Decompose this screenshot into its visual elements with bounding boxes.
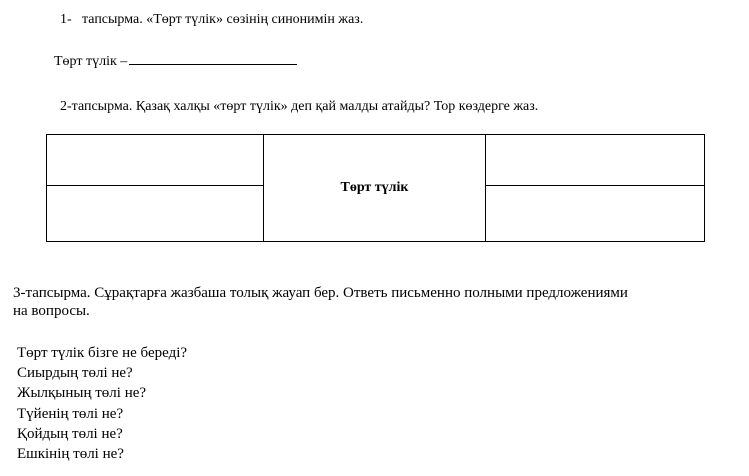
grid-cell-bottom-left[interactable] (47, 186, 264, 242)
task1-number: 1- (60, 12, 72, 27)
grid-cell-top-right[interactable] (486, 135, 705, 186)
task2-heading: 2-тапсырма. Қазақ халқы «төрт түлік» деп қай малды атайды? Тор көздерге жаз. (60, 99, 539, 114)
answer-grid (46, 134, 705, 242)
question-item: Қойдың төлі не? (17, 425, 123, 442)
question-item: Төрт түлік бізге не береді? (17, 345, 188, 361)
question-item: Ешкінің төлі не? (17, 446, 124, 463)
grid-center-cell (264, 135, 486, 242)
task1-answer-line (54, 50, 297, 70)
question-item: Жылқының төлі не? (17, 385, 147, 402)
question-item: Сиырдың төлі не? (17, 365, 133, 382)
grid-cell-bottom-right[interactable] (486, 186, 705, 242)
grid-cell-top-left[interactable] (47, 135, 264, 186)
grid-center-label: Төрт түлік (340, 180, 409, 195)
task1-text: тапсырма. «Төрт түлік» сөзінің синонимін жаз. (82, 12, 364, 27)
question-item: Түйенің төлі не? (17, 405, 124, 422)
task1-heading (60, 12, 363, 28)
answer-blank[interactable] (129, 50, 297, 65)
answer-label: Төрт түлік – (54, 54, 128, 69)
task3-instruction: 3-тапсырма. Сұрақтарға жазбаша толық жауап бер. Ответь письменно полными предложениями на вопросы. (13, 285, 628, 319)
question-list (17, 343, 187, 464)
